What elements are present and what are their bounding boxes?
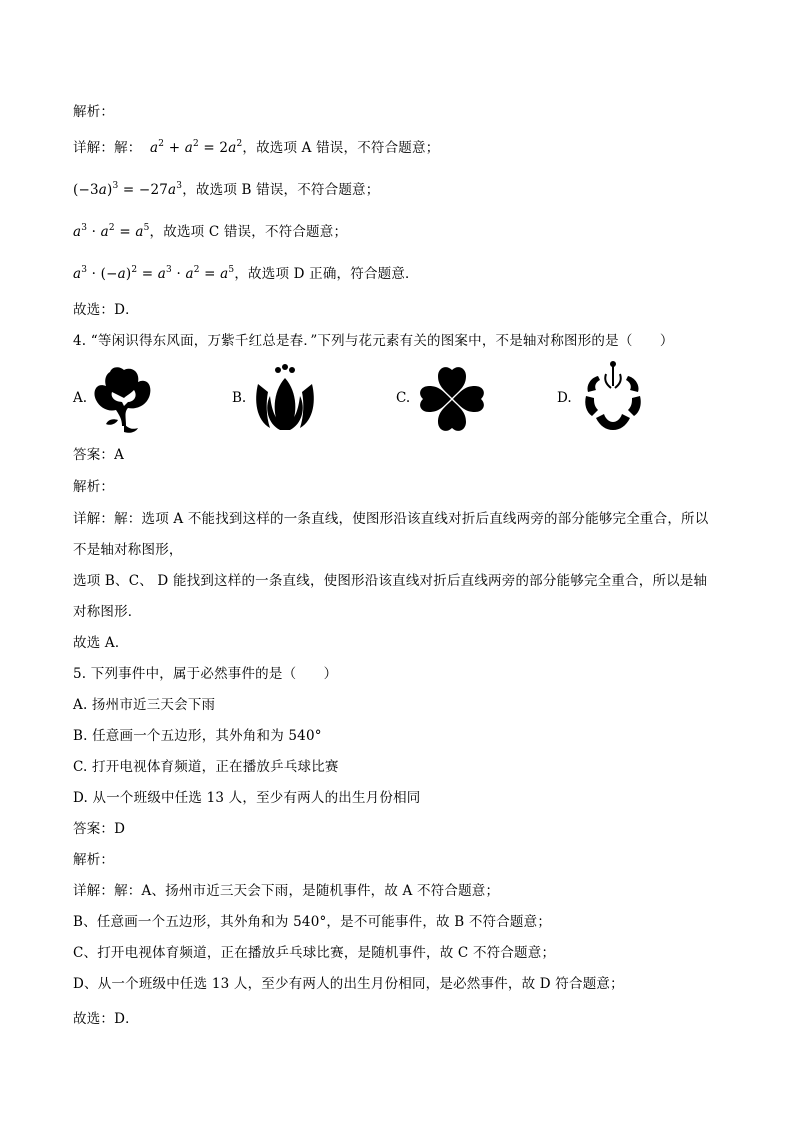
q5-detail-line-1: 详解：解：A、扬州市近三天会下雨，是随机事件，故 A 不符合题意； (73, 883, 500, 899)
q5-detail-line-4: D、从一个班级中任选 13 人，至少有两人的出生月份相同，是必然事件，故 D 符合题意； (73, 976, 624, 992)
q4-option-b-label: B. (232, 390, 247, 406)
prev-analysis-label: 解析： (73, 104, 115, 120)
q5-detail-line-3: C、打开电视体育频道，正在播放乒乓球比赛，是随机事件，故 C 不符合题意； (73, 945, 556, 961)
prev-conclusion: 故选：D． (73, 302, 139, 318)
q4-option-d-label: D. (557, 390, 572, 406)
four-petal-flower-icon (414, 362, 490, 436)
detail-prefix: 详解：解： (73, 140, 142, 156)
q4-detail-line-2: 不是轴对称图形， (73, 542, 183, 558)
prev-detail-line-2 (73, 180, 379, 200)
flower-a-icon (88, 362, 164, 438)
q5-option-c: C. 打开电视体育频道，正在播放乒乓球比赛 (73, 759, 339, 775)
formula-1: $a^2 + a^2 = 2a^2$ (150, 139, 243, 156)
q4-detail-line-1: 详解：解：选项 A 不能找到这样的一条直线，使图形沿该直线对折后直线两旁的部分能够完全重合，所以 (73, 511, 709, 527)
q5-analysis-label: 解析： (73, 852, 115, 868)
q4-analysis-label: 解析： (73, 479, 115, 495)
line3-text: ，故选项 C 错误，不符合题意； (149, 224, 348, 240)
tulip-icon (250, 364, 320, 434)
q4-stem: 4. “等闲识得东风面，万紫千红总是春．”下列与花元素有关的图案中，不是轴对称图形的是（ ） (73, 333, 674, 349)
ring-flower-icon (576, 360, 650, 436)
prev-detail-line-4 (73, 264, 419, 284)
prev-detail-line-3 (73, 222, 347, 242)
q5-option-b: B. 任意画一个五边形，其外角和为 540° (73, 728, 322, 744)
q4-option-a-label: A. (73, 390, 88, 406)
q5-answer: 答案：D (73, 821, 126, 837)
line2-text: ，故选项 B 错误，不符合题意； (182, 182, 380, 198)
q5-conclusion: 故选：D． (73, 1011, 139, 1027)
formula-3: $a^3 \cdot a^2 = a^5$ (73, 223, 150, 240)
q5-detail-line-2: B、任意画一个五边形，其外角和为 540°，是不可能事件，故 B 不符合题意； (73, 914, 552, 930)
formula-4: $a^3 \cdot (-a)^2 = a^3 \cdot a^2 = a^5$ (73, 265, 235, 282)
q4-detail-line-4: 对称图形． (73, 604, 142, 620)
formula-2: $(-3a)^3 = -27a^3$ (73, 181, 183, 198)
q5-option-a: A. 扬州市近三天会下雨 (73, 697, 216, 713)
q5-option-d: D. 从一个班级中任选 13 人，至少有两人的出生月份相同 (73, 790, 421, 806)
prev-detail-line-1 (73, 138, 439, 158)
line4-text: ，故选项 D 正确，符合题意． (234, 266, 419, 282)
line1-text: ，故选项 A 错误，不符合题意； (242, 140, 440, 156)
q4-option-c-label: C. (396, 390, 411, 406)
q4-conclusion: 故选 A． (73, 635, 129, 651)
q5-stem: 5. 下列事件中，属于必然事件的是（ ） (73, 666, 338, 682)
q4-detail-line-3: 选项 B、C、 D 能找到这样的一条直线，使图形沿该直线对折后直线两旁的部分能够完全重合，所以是轴 (73, 573, 708, 589)
q4-answer: 答案：A (73, 447, 125, 463)
